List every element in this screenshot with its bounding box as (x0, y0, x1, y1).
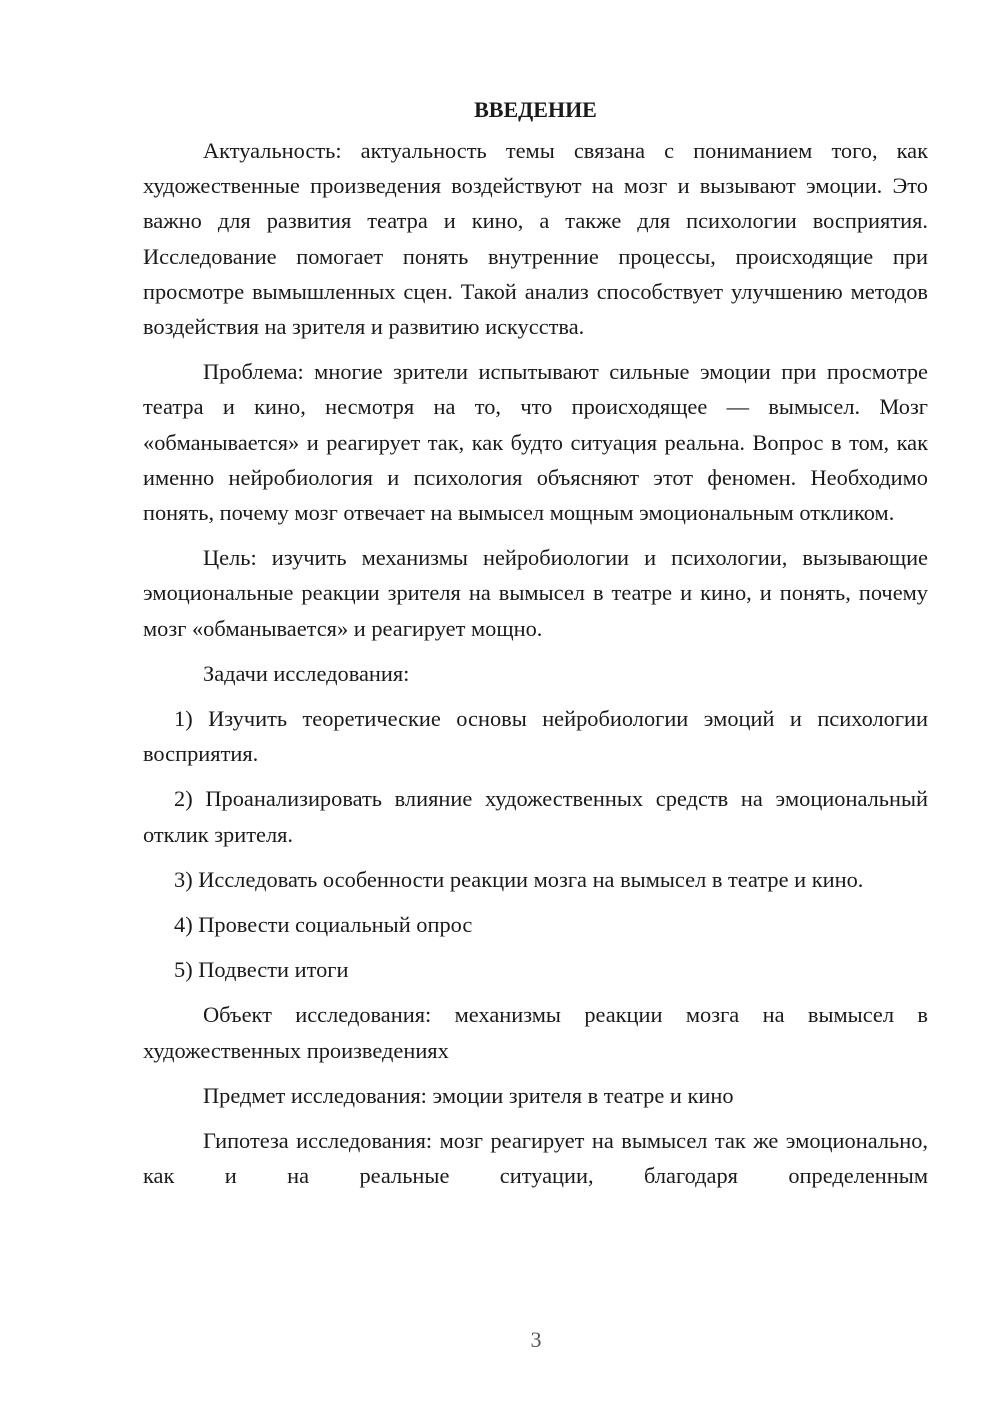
goal-paragraph: Цель: изучить механизмы нейробиологии и психологии, вызывающие эмоциональные реакции зрителя на вымысел в театре и кино, и понять, почему мозг «обманывается» и реагирует мощно. (143, 545, 928, 641)
task-item-5: 5) Подвести итоги (174, 957, 349, 983)
task-item-1: 1) Изучить теоретические основы нейробиологии эмоций и психологии восприятия. (143, 706, 928, 767)
object-paragraph: Объект исследования: механизмы реакции мозга на вымысел в художественных произведениях (143, 1002, 928, 1063)
section-title: ВВЕДЕНИЕ (474, 97, 597, 122)
page-number: 3 (530, 1327, 542, 1352)
task-item-4: 4) Провести социальный опрос (174, 912, 473, 938)
relevance-paragraph: Актуальность: актуальность темы связана с пониманием того, как художественные произведения воздействуют на мозг и вызывают эмоции. Это важно для развития театра и кино, а также для психологии восприятия. Исследование помогает понять внутренние процессы, происходящие при просмотре вымышленных сцен. Такой анализ способствует улучшению методов воздействия на зрителя и развитию искусства. (143, 138, 928, 340)
problem-paragraph: Проблема: многие зрители испытывают сильные эмоции при просмотре театра и кино, несмотря на то, что происходящее — вымысел. Мозг «обманывается» и реагирует так, как будто ситуация реальна. Вопрос в том, как именно нейробиология и психология объясняют этот феномен. Необходимо понять, почему мозг отвечает на вымысел мощным эмоциональным откликом. (143, 359, 928, 526)
task-item-2: 2) Проанализировать влияние художественных средств на эмоциональный отклик зрителя. (143, 786, 928, 847)
document-page (143, 93, 928, 1193)
task-item-3: 3) Исследовать особенности реакции мозга на вымысел в театре и кино. (174, 866, 864, 892)
hypothesis-paragraph: Гипотеза исследования: мозг реагирует на вымысел так же эмоционально, как и на реальные ситуации, благодаря определенным (143, 1128, 928, 1189)
subject-paragraph: Предмет исследования: эмоции зрителя в театре и кино (203, 1082, 734, 1108)
tasks-heading: Задачи исследования: (203, 660, 410, 686)
